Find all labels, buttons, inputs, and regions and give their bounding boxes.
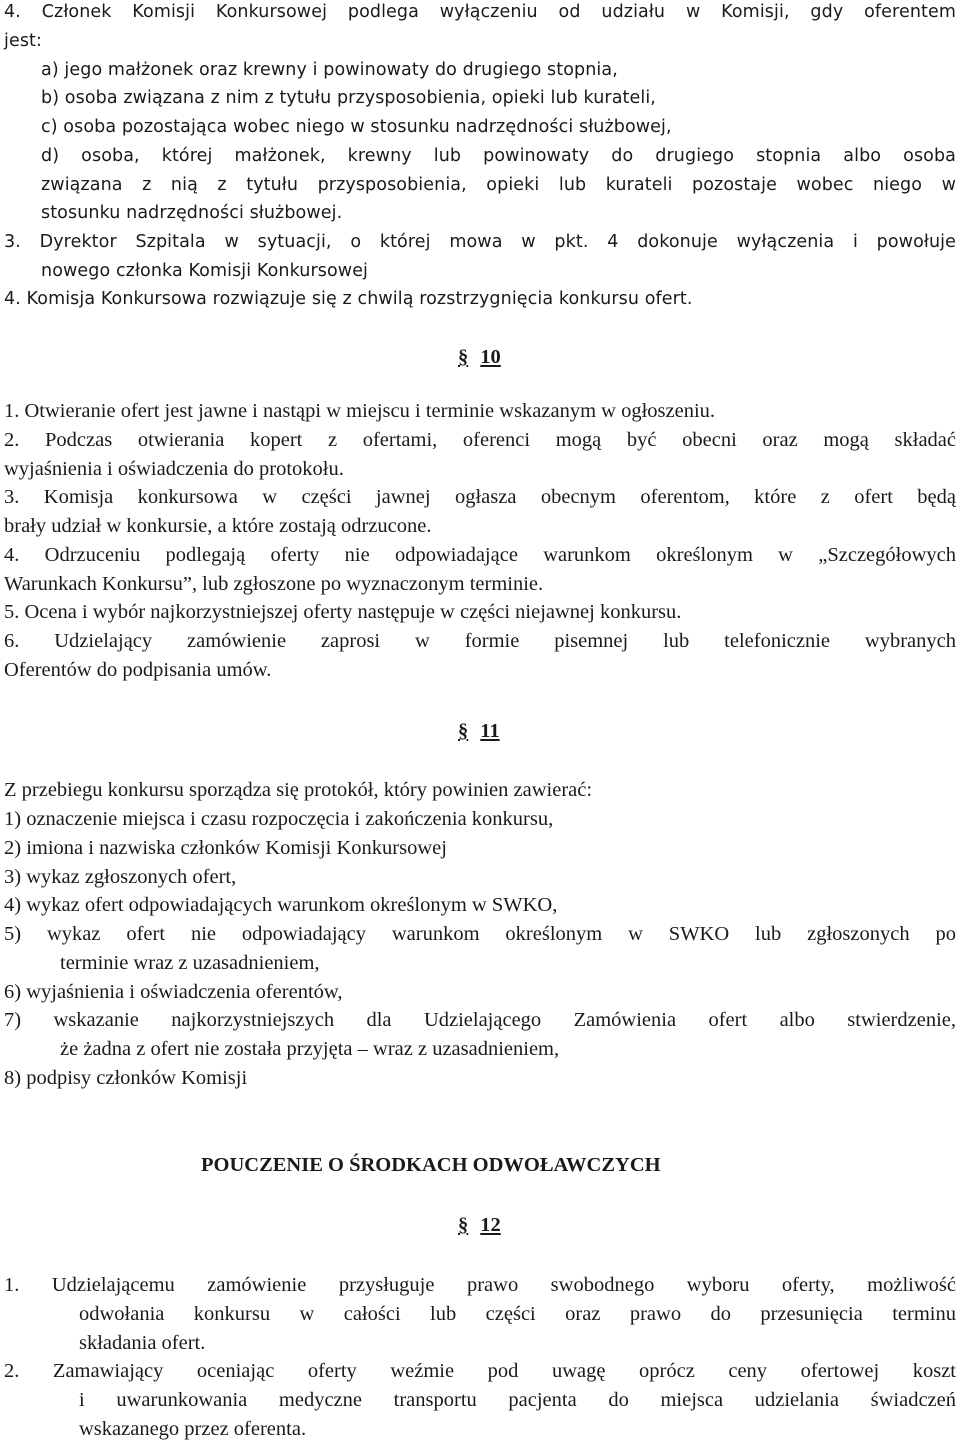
s10-item-4-line-2: Warunkach Konkursu”, lub zgłoszone po wyznaczonym terminie. — [4, 573, 544, 595]
section-10-heading — [458, 347, 501, 368]
item-4-line-2: jest: — [4, 31, 43, 51]
s11-item-1: 1) oznaczenie miejsca i czasu rozpoczęcia i zakończenia konkursu, — [4, 808, 554, 830]
s12-item-2-line-3: wskazanego przez oferenta. — [79, 1418, 307, 1440]
s12-item-2-line-2: i uwarunkowania medyczne transportu pacjenta do miejsca udzielania świadczeń — [79, 1389, 956, 1411]
s10-item-6-line-2: Oferentów do podpisania umów. — [4, 659, 272, 681]
s10-item-3-line-1: 3. Komisja konkursowa w części jawnej ogłasza obecnym oferentom, które z ofert będą — [4, 486, 956, 508]
s11-item-7-line-1: 7) wskazanie najkorzystniejszych dla Udzielającego Zamówienia ofert albo stwierdzenie, — [4, 1009, 956, 1031]
paragraph-symbol: § — [458, 1214, 469, 1236]
s11-item-7-line-2: że żadna z ofert nie została przyjęta – wraz z uzasadnieniem, — [60, 1038, 560, 1060]
paragraph-symbol: § — [458, 720, 469, 742]
item-4-line-1: 4. Członek Komisji Konkursowej podlega wyłączeniu od udziału w Komisji, gdy oferentem — [4, 2, 956, 22]
s11-intro: Z przebiegu konkursu sporządza się protokół, który powinien zawierać: — [4, 779, 593, 801]
section-11-heading — [458, 721, 500, 742]
appeal-heading: POUCZENIE O ŚRODKACH ODWOŁAWCZYCH — [201, 1154, 661, 1176]
s12-item-1-line-3: składania ofert. — [79, 1332, 206, 1354]
s12-item-1-line-2: odwołania konkursu w całości lub części oraz prawo do przesunięcia terminu — [79, 1303, 956, 1325]
s10-item-2-line-1: 2. Podczas otwierania kopert z ofertami, oferenci mogą być obecni oraz mogą składać — [4, 429, 956, 451]
s11-item-3: 3) wykaz zgłoszonych ofert, — [4, 866, 237, 888]
s11-item-6: 6) wyjaśnienia i oświadczenia oferentów, — [4, 981, 343, 1003]
s11-item-2: 2) imiona i nazwiska członków Komisji Konkursowej — [4, 837, 447, 859]
s11-item-4: 4) wykaz ofert odpowiadających warunkom określonym w SWKO, — [4, 894, 558, 916]
item-4c: c) osoba pozostająca wobec niego w stosunku nadrzędności służbowej, — [41, 117, 672, 137]
item-3-line-1: 3. Dyrektor Szpitala w sytuacji, o której mowa w pkt. 4 dokonuje wyłączenia i powołuje — [4, 232, 956, 252]
item-4d-line-3: stosunku nadrzędności służbowej. — [41, 203, 343, 223]
s10-item-4-line-1: 4. Odrzuceniu podlegają oferty nie odpowiadające warunkom określonym w „Szczegółowych — [4, 544, 956, 566]
s12-item-1-line-1: 1. Udzielającemu zamówienie przysługuje prawo swobodnego wyboru oferty, możliwość — [4, 1274, 956, 1296]
s10-item-2-line-2: wyjaśnienia i oświadczenia do protokołu. — [4, 458, 344, 480]
item-4d-line-1: d) osoba, której małżonek, krewny lub powinowaty do drugiego stopnia albo osoba — [41, 146, 956, 166]
s10-item-5: 5. Ocena i wybór najkorzystniejszej oferty następuje w części niejawnej konkursu. — [4, 601, 682, 623]
item-4a: a) jego małżonek oraz krewny i powinowaty do drugiego stopnia, — [41, 60, 618, 80]
paragraph-symbol: § — [458, 346, 469, 368]
s10-item-6-line-1: 6. Udzielający zamówienie zaprosi w formie pisemnej lub telefonicznie wybranych — [4, 630, 956, 652]
section-number: 11 — [480, 720, 500, 742]
s12-item-2-line-1: 2. Zamawiający oceniając oferty weźmie pod uwagę oprócz ceny ofertowej koszt — [4, 1360, 956, 1382]
section-12-heading — [458, 1215, 501, 1236]
section-number: 10 — [480, 346, 501, 368]
section-number: 12 — [480, 1214, 501, 1236]
item-4-komisja: 4. Komisja Konkursowa rozwiązuje się z chwilą rozstrzygnięcia konkursu ofert. — [4, 289, 693, 309]
item-4b: b) osoba związana z nim z tytułu przysposobienia, opieki lub kurateli, — [41, 88, 656, 108]
s10-item-1: 1. Otwieranie ofert jest jawne i nastąpi w miejscu i terminie wskazanym w ogłoszeniu. — [4, 400, 716, 422]
s10-item-3-line-2: brały udział w konkursie, a które zostają odrzucone. — [4, 515, 432, 537]
s11-item-5-line-1: 5) wykaz ofert nie odpowiadający warunkom określonym w SWKO lub zgłoszonych po — [4, 923, 956, 945]
s11-item-8: 8) podpisy członków Komisji — [4, 1067, 248, 1089]
s11-item-5-line-2: terminie wraz z uzasadnieniem, — [60, 952, 320, 974]
item-3-line-2: nowego członka Komisji Konkursowej — [41, 261, 369, 281]
item-4d-line-2: związana z nią z tytułu przysposobienia, opieki lub kurateli pozostaje wobec niego w — [41, 175, 956, 195]
